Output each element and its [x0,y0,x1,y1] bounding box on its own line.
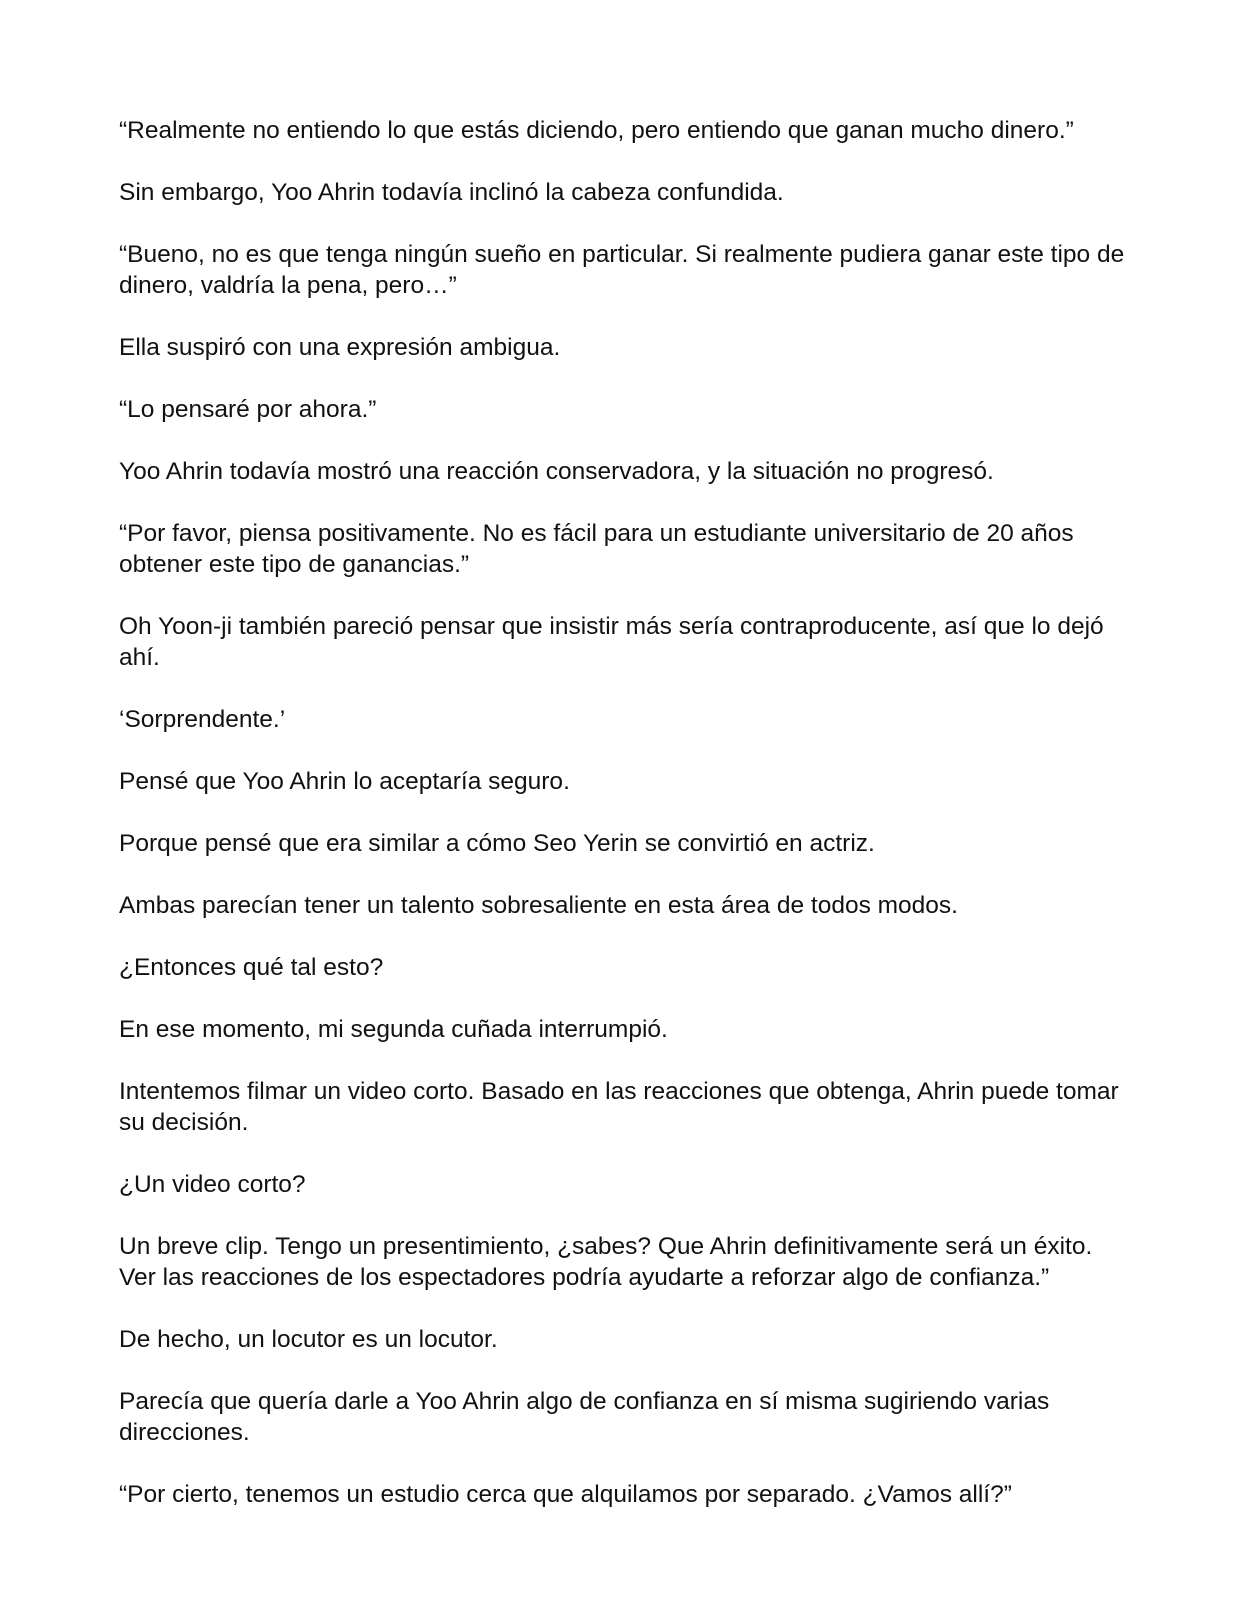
paragraph-6: Yoo Ahrin todavía mostró una reacción conservadora, y la situación no progresó. [119,458,994,485]
document-body [119,115,1129,1541]
paragraph-14: En ese momento, mi segunda cuñada interrumpió. [119,1016,668,1043]
paragraph-8: Oh Yoon-ji también pareció pensar que insistir más sería contraproducente, así que lo dejó ahí. [119,613,1104,671]
paragraph-5: “Lo pensaré por ahora.” [119,396,377,423]
paragraph-13: ¿Entonces qué tal esto? [119,954,384,981]
paragraph-3: “Bueno, no es que tenga ningún sueño en particular. Si realmente pudiera ganar este tipo de dinero, valdría la pena, pero…” [119,241,1125,299]
paragraph-11: Porque pensé que era similar a cómo Seo Yerin se convirtió en actriz. [119,830,875,857]
paragraph-7: “Por favor, piensa positivamente. No es fácil para un estudiante universitario de 20 años obtener este tipo de ganancias.” [119,520,1074,578]
paragraph-19: Parecía que quería darle a Yoo Ahrin algo de confianza en sí misma sugiriendo varias direcciones. [119,1388,1050,1446]
paragraph-2: Sin embargo, Yoo Ahrin todavía inclinó la cabeza confundida. [119,179,784,206]
paragraph-9: ‘Sorprendente.’ [119,706,286,733]
paragraph-17: Un breve clip. Tengo un presentimiento, ¿sabes? Que Ahrin definitivamente será un éxito. Ver las reacciones de los espectadores podría ayudarte a reforzar algo de confianza.” [119,1233,1093,1291]
paragraph-10: Pensé que Yoo Ahrin lo aceptaría seguro. [119,768,570,795]
paragraph-12: Ambas parecían tener un talento sobresaliente en esta área de todos modos. [119,892,958,919]
paragraph-15: Intentemos filmar un video corto. Basado en las reacciones que obtenga, Ahrin puede tomar su decisión. [119,1078,1119,1136]
paragraph-20: “Por cierto, tenemos un estudio cerca que alquilamos por separado. ¿Vamos allí?” [119,1481,1012,1508]
paragraph-16: ¿Un video corto? [119,1171,306,1198]
paragraph-1: “Realmente no entiendo lo que estás diciendo, pero entiendo que ganan mucho dinero.” [119,117,1074,144]
paragraph-18: De hecho, un locutor es un locutor. [119,1326,498,1353]
paragraph-4: Ella suspiró con una expresión ambigua. [119,334,561,361]
